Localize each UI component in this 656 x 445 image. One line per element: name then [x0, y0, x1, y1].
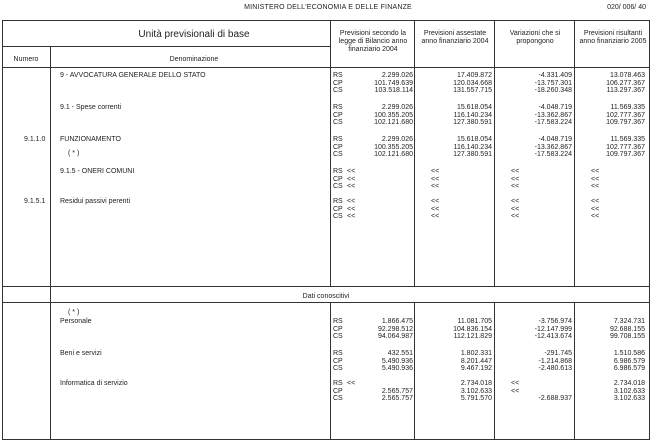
dati-row-1-v2005-value: 1.510.586 — [613, 350, 645, 357]
row-1-var-value: -13.362.867 — [534, 111, 572, 119]
dati-row-0-var-value: -12.147.999 — [534, 325, 572, 333]
dati-row-1-v2004a-value: 1.802.331 — [460, 350, 492, 357]
row-3-var-value: << — [511, 175, 520, 183]
row-2-label: FUNZIONAMENTO — [60, 136, 121, 143]
row-2-type: CS — [333, 151, 343, 159]
row-2-v2004-value: 102.121.680 — [374, 151, 413, 159]
dati-row-0-note: ( * ) — [68, 309, 80, 316]
row-0-var-value: -13.757.301 — [534, 79, 572, 87]
dati-row-1-v2004a-value: 9.467.192 — [460, 365, 492, 373]
row-3-v2004a-value: << — [431, 175, 440, 183]
row-1-v2004-value: 100.355.205 — [374, 111, 413, 119]
dati-row-2-var-value: << — [511, 387, 520, 395]
row-0-var-value: -18.260.348 — [534, 87, 572, 95]
row-2-v2005-value: 11.569.335 — [610, 136, 645, 143]
section-rule-top — [2, 286, 650, 287]
row-2-v2004-value: 2.299.026 — [381, 136, 413, 143]
row-4-code: 9.1.5.1 — [24, 198, 46, 205]
row-2-v2004a-value: 15.618.054 — [456, 136, 492, 143]
section-rule-bottom — [2, 302, 650, 303]
dati-row-2-v2004-value: << — [347, 380, 356, 387]
col-divider-4b — [574, 302, 575, 440]
row-1-v2004a-value: 127.380.591 — [453, 119, 492, 127]
row-2-v2005-value: 102.777.367 — [606, 143, 645, 151]
dati-row-2-type: CP — [333, 387, 343, 395]
dati-row-2-label: Informatica di servizio — [60, 380, 128, 387]
row-0-type: CP — [333, 79, 343, 87]
row-3-var-value: << — [511, 168, 520, 175]
row-1-v2005-value: 11.569.335 — [610, 104, 645, 111]
dati-row-1-v2005-value: 6.986.579 — [613, 365, 645, 373]
row-3-type: CP — [333, 175, 343, 183]
row-1-type: CP — [333, 111, 343, 119]
row-4-v2004a-value: << — [431, 198, 440, 205]
row-1-v2004a-value: 15.618.054 — [456, 104, 492, 111]
row-3-v2004-value: << — [347, 175, 356, 183]
row-1-type: CS — [333, 119, 343, 127]
dati-row-1-label: Beni e servizi — [60, 350, 102, 357]
dati-row-1-var-value: -291.745 — [544, 350, 572, 357]
row-2-v2004a-value: 116.140.234 — [453, 143, 492, 151]
dati-row-2-type: CS — [333, 395, 343, 403]
dati-row-0-type: CS — [333, 333, 343, 341]
row-2-type: CP — [333, 143, 343, 151]
dati-row-2-v2004-value: 2.565.757 — [381, 395, 413, 403]
dati-row-0-var-value: -3.756.974 — [538, 318, 572, 325]
col-divider-3 — [494, 20, 495, 286]
dati-row-0-v2004-value: 94.064.987 — [377, 333, 413, 341]
dati-row-1-var-value: -1.214.868 — [538, 357, 572, 365]
row-2-code: 9.1.1.0 — [24, 136, 46, 143]
dati-row-2-v2005-value: 3.102.633 — [613, 395, 645, 403]
dati-row-0-var-value: -12.413.674 — [534, 333, 572, 341]
row-0-v2004-value: 2.299.026 — [381, 72, 413, 79]
dati-row-0-v2005-value: 92.688.155 — [609, 325, 645, 333]
row-4-type: CS — [333, 213, 343, 221]
row-4-v2004-value: << — [347, 205, 356, 213]
dati-row-2-v2004a-value: 3.102.633 — [460, 387, 492, 395]
section-dati-conoscitivi: Dati conoscitivi — [302, 293, 350, 300]
row-0-label: 9 - AVVOCATURA GENERALE DELLO STATO — [60, 72, 206, 79]
row-1-label: 9.1 - Spese correnti — [60, 104, 122, 111]
row-4-v2004-value: << — [347, 213, 356, 221]
col-divider-2 — [414, 20, 415, 286]
row-3-type: CS — [333, 183, 343, 191]
row-4-v2005-value: << — [591, 198, 600, 205]
dati-row-2-var-value: << — [511, 380, 520, 387]
page-reference: 020/ 006/ 40 — [607, 4, 646, 11]
row-4-type: CP — [333, 205, 343, 213]
row-4-var-value: << — [511, 205, 520, 213]
row-3-label: 9.1.5 - ONERI COMUNI — [60, 168, 135, 175]
row-3-var-value: << — [511, 183, 520, 191]
row-1-var-value: -4.048.719 — [538, 104, 572, 111]
row-4-v2004a-value: << — [431, 213, 440, 221]
row-3-type: RS — [333, 168, 343, 175]
row-0-v2004-value: 103.518.114 — [374, 87, 413, 95]
dati-row-1-v2004-value: 432.551 — [387, 350, 413, 357]
row-0-v2005-value: 106.277.367 — [606, 79, 645, 87]
row-0-v2004a-value: 120.034.668 — [453, 79, 492, 87]
row-0-v2004-value: 101.749.639 — [374, 79, 413, 87]
dati-row-0-v2004a-value: 11.081.705 — [457, 318, 492, 325]
row-3-v2004-value: << — [347, 183, 356, 191]
row-2-v2004a-value: 127.380.591 — [453, 151, 492, 159]
row-3-v2005-value: << — [591, 168, 600, 175]
row-2-note: ( * ) — [68, 150, 80, 157]
row-1-type: RS — [333, 104, 343, 111]
col-header-2005: Previsioni risultanti anno finanziario 2005 — [579, 30, 647, 45]
row-4-var-value: << — [511, 198, 520, 205]
col-header-number: Numero — [13, 56, 39, 63]
row-1-v2005-value: 102.777.367 — [606, 111, 645, 119]
row-1-v2004a-value: 116.140.234 — [453, 111, 492, 119]
row-1-v2005-value: 109.797.367 — [606, 119, 645, 127]
dati-row-2-v2004a-value: 2.734.018 — [460, 380, 492, 387]
dati-row-2-v2004-value: 2.565.757 — [381, 387, 413, 395]
row-4-label: Residui passivi perenti — [60, 198, 131, 205]
row-3-v2004a-value: << — [431, 168, 440, 175]
col-divider-3b — [494, 302, 495, 440]
row-2-type: RS — [333, 136, 343, 143]
header-bottom-rule — [2, 67, 650, 68]
dati-row-2-var-value: -2.688.937 — [538, 395, 572, 403]
dati-row-0-v2004-value: 1.866.475 — [381, 318, 413, 325]
col-header-2004-assessed: Previsioni assestate anno finanziario 2004 — [421, 30, 489, 45]
row-4-type: RS — [333, 198, 343, 205]
row-4-v2004-value: << — [347, 198, 356, 205]
dati-row-2-v2004a-value: 5.791.570 — [460, 395, 492, 403]
dati-row-2-v2005-value: 2.734.018 — [613, 380, 645, 387]
row-0-v2005-value: 113.297.367 — [606, 87, 645, 95]
row-2-var-value: -4.048.719 — [538, 136, 572, 143]
row-2-v2005-value: 109.797.367 — [606, 151, 645, 159]
row-1-var-value: -17.583.224 — [534, 119, 572, 127]
row-3-v2004-value: << — [347, 168, 356, 175]
row-2-v2004-value: 100.355.205 — [374, 143, 413, 151]
col-header-2004-initial: Previsioni secondo la legge di Bilancio anno finanziario 2004 — [338, 30, 408, 53]
row-3-v2005-value: << — [591, 183, 600, 191]
row-3-v2004a-value: << — [431, 183, 440, 191]
dati-row-0-v2004-value: 92.298.512 — [377, 325, 413, 333]
col-divider-1 — [330, 20, 331, 286]
dati-row-2-type: RS — [333, 380, 343, 387]
dati-row-2-v2005-value: 3.102.633 — [613, 387, 645, 395]
row-0-type: RS — [333, 72, 343, 79]
header-divider-left — [2, 46, 330, 47]
col-header-variations: Variazioni che si propongono — [509, 30, 561, 45]
row-2-var-value: -17.583.224 — [534, 151, 572, 159]
col-divider-1b — [330, 302, 331, 440]
dati-row-0-v2004a-value: 112.121.829 — [453, 333, 492, 341]
dati-row-1-var-value: -2.480.613 — [538, 365, 572, 373]
ministry-title: MINISTERO DELL'ECONOMIA E DELLE FINANZE — [244, 4, 412, 11]
row-4-v2005-value: << — [591, 205, 600, 213]
row-1-v2004-value: 102.121.680 — [374, 119, 413, 127]
row-0-v2004a-value: 131.557.715 — [453, 87, 492, 95]
row-0-type: CS — [333, 87, 343, 95]
row-2-var-value: -13.362.867 — [534, 143, 572, 151]
col-divider-2b — [414, 302, 415, 440]
row-0-var-value: -4.331.409 — [538, 72, 572, 79]
dati-row-0-v2004a-value: 104.836.154 — [453, 325, 492, 333]
row-4-v2005-value: << — [591, 213, 600, 221]
dati-row-1-v2004-value: 5.490.936 — [381, 365, 413, 373]
row-4-v2004a-value: << — [431, 205, 440, 213]
dati-row-1-v2005-value: 6.986.579 — [613, 357, 645, 365]
row-3-v2005-value: << — [591, 175, 600, 183]
dati-row-0-type: RS — [333, 318, 343, 325]
dati-row-0-type: CP — [333, 325, 343, 333]
col-divider-number — [50, 46, 51, 440]
dati-row-1-type: CP — [333, 357, 343, 365]
dati-row-0-v2005-value: 99.708.155 — [609, 333, 645, 341]
dati-row-1-type: CS — [333, 365, 343, 373]
row-0-v2005-value: 13.078.463 — [609, 72, 645, 79]
col-header-denomination: Denominazione — [169, 56, 219, 63]
dati-row-0-v2005-value: 7.324.731 — [613, 318, 645, 325]
row-0-v2004a-value: 17.409.872 — [456, 72, 492, 79]
dati-row-0-label: Personale — [60, 318, 92, 325]
dati-row-1-v2004a-value: 8.201.447 — [460, 357, 492, 365]
dati-row-1-type: RS — [333, 350, 343, 357]
col-divider-4 — [574, 20, 575, 286]
row-1-v2004-value: 2.299.026 — [381, 104, 413, 111]
dati-row-1-v2004-value: 5.490.936 — [381, 357, 413, 365]
table-title: Unità previsionali di base — [138, 29, 250, 40]
row-4-var-value: << — [511, 213, 520, 221]
